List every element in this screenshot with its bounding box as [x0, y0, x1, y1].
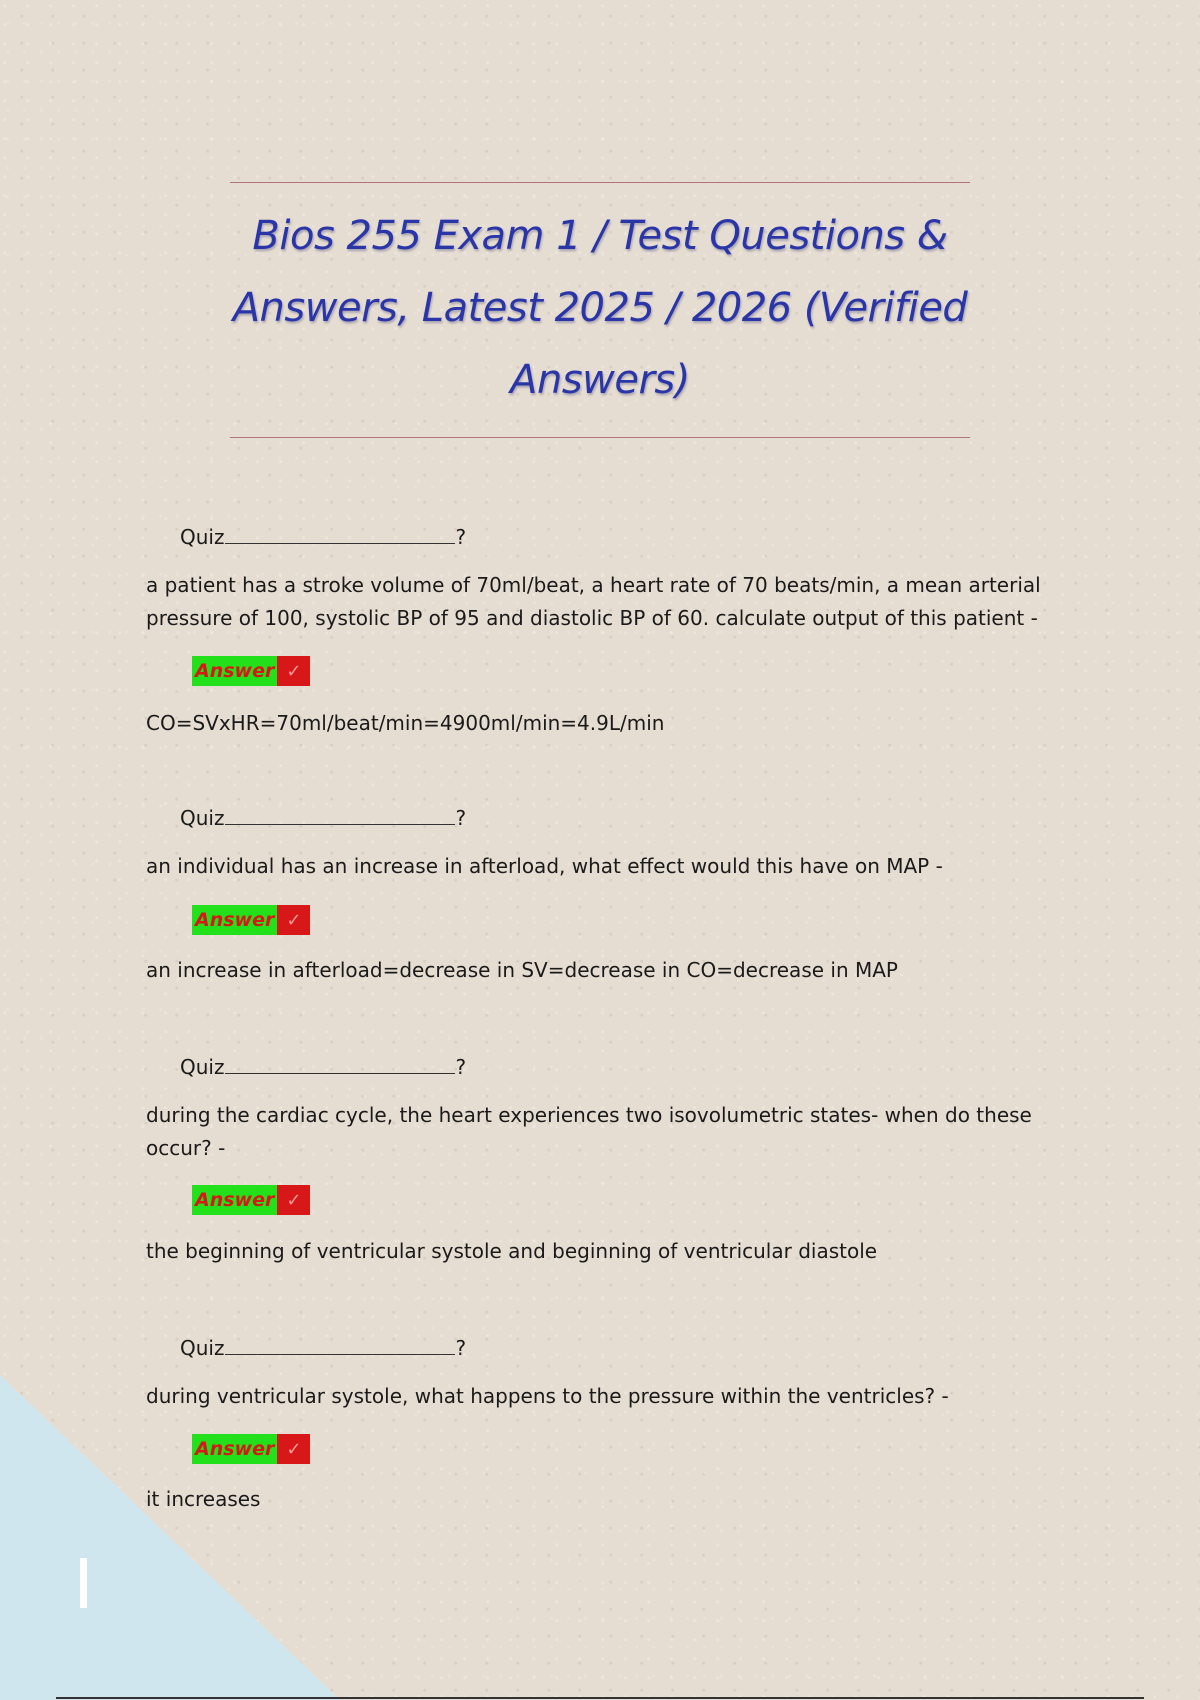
title-bottom-rule — [230, 437, 970, 438]
answer-badge — [192, 656, 310, 686]
check-icon: ✓ — [277, 905, 310, 935]
answer-label: Answer — [195, 1438, 275, 1460]
title-line-2: Answers, Latest 2025 / 2026 (Verified — [232, 285, 968, 331]
answer-label: Answer — [195, 660, 275, 682]
quiz-heading — [180, 1053, 466, 1080]
title-line-3: Answers) — [510, 357, 690, 403]
quiz-heading — [180, 804, 466, 831]
quiz-label: Quiz — [180, 1336, 225, 1360]
quiz-blank — [225, 1334, 455, 1355]
quiz-question-mark: ? — [455, 1336, 467, 1360]
quiz-label: Quiz — [180, 525, 225, 549]
question-text: during the cardiac cycle, the heart experiences two isovolumetric states- when do these occur? - — [146, 1103, 1032, 1160]
quiz-heading — [180, 1334, 466, 1361]
title-top-rule — [230, 182, 970, 183]
check-icon: ✓ — [277, 1434, 310, 1464]
answer-label: Answer — [195, 909, 275, 931]
check-icon: ✓ — [277, 656, 310, 686]
answer-badge — [192, 1185, 310, 1215]
answer-text: it increases — [146, 1487, 261, 1511]
answer-badge — [192, 905, 310, 935]
corner-decoration — [0, 1375, 340, 1700]
quiz-blank — [225, 523, 455, 544]
title-line-1: Bios 255 Exam 1 / Test Questions & — [252, 213, 948, 259]
quiz-label: Quiz — [180, 1055, 225, 1079]
check-icon: ✓ — [277, 1185, 310, 1215]
question-text: during ventricular systole, what happens to the pressure within the ventricles? - — [146, 1384, 949, 1408]
document-title — [230, 200, 970, 416]
question-text: a patient has a stroke volume of 70ml/beat, a heart rate of 70 beats/min, a mean arterial pressure of 100, systolic BP of 95 and diastolic BP of 60. calculate output of this patient - — [146, 573, 1041, 630]
question-text: an individual has an increase in afterload, what effect would this have on MAP - — [146, 854, 943, 878]
answer-label: Answer — [195, 1189, 275, 1211]
corner-bar — [80, 1558, 87, 1608]
quiz-question-mark: ? — [455, 525, 467, 549]
quiz-blank — [225, 1053, 455, 1074]
quiz-question-mark: ? — [455, 806, 467, 830]
quiz-question-mark: ? — [455, 1055, 467, 1079]
answer-text: the beginning of ventricular systole and beginning of ventricular diastole — [146, 1239, 878, 1263]
quiz-label: Quiz — [180, 806, 225, 830]
quiz-blank — [225, 804, 455, 825]
answer-text: an increase in afterload=decrease in SV=decrease in CO=decrease in MAP — [146, 958, 898, 982]
answer-badge — [192, 1434, 310, 1464]
footer-rule — [56, 1697, 1144, 1699]
quiz-heading — [180, 523, 466, 550]
answer-text: CO=SVxHR=70ml/beat/min=4900ml/min=4.9L/min — [146, 711, 665, 735]
